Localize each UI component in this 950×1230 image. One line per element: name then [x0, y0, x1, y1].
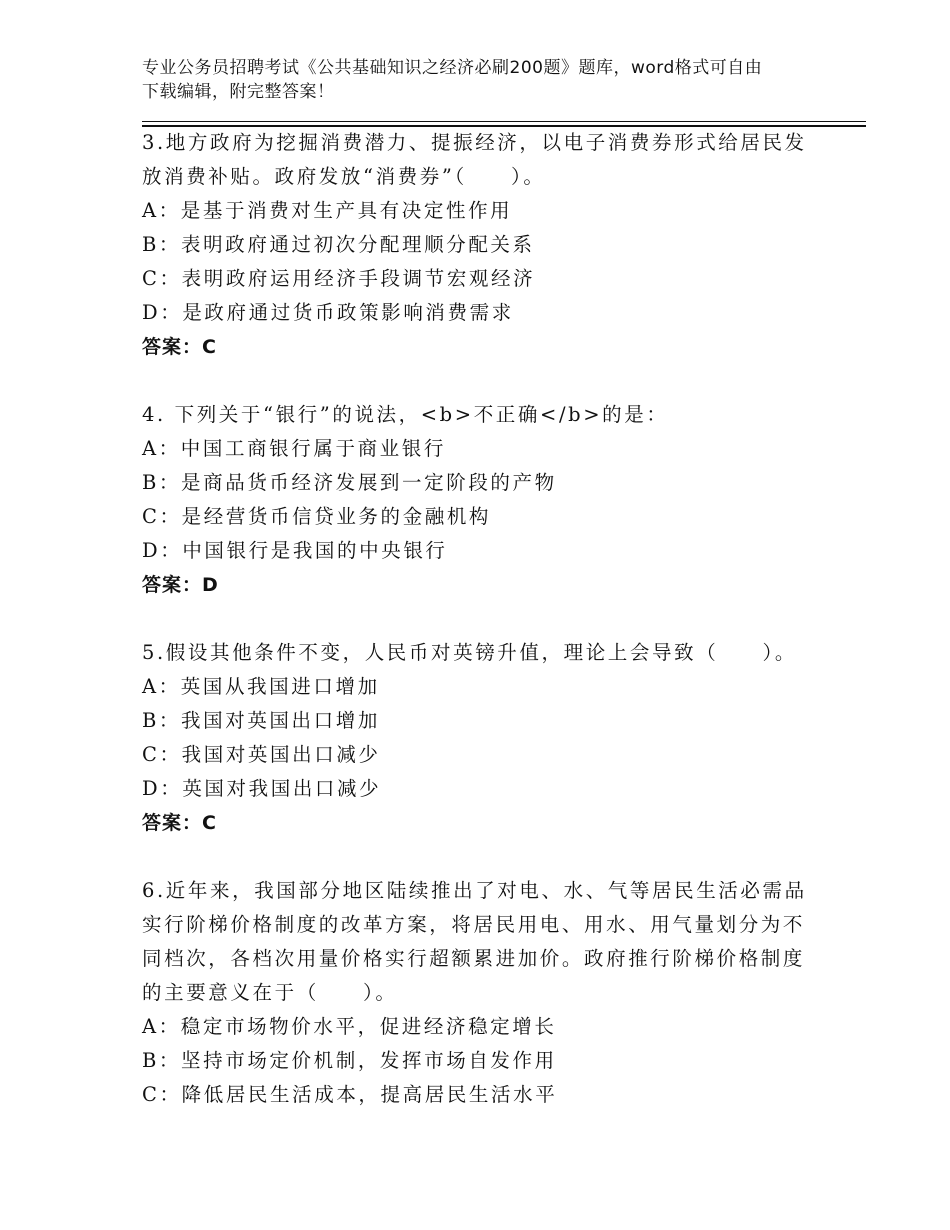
option-a: A：英国从我国进口增加 [142, 675, 380, 698]
option-a: A：稳定市场物价水平，促进经济稳定增长 [142, 1015, 557, 1038]
answer-label: 答案：D [142, 574, 219, 596]
answer-label: 答案：C [142, 812, 217, 834]
option-d: D：是政府通过货币政策影响消费需求 [142, 301, 514, 324]
question-stem-line: 的主要意义在于（ ）。 [142, 981, 398, 1004]
option-a: A：中国工商银行属于商业银行 [142, 437, 446, 460]
question-4 [142, 398, 822, 602]
option-d: D：中国银行是我国的中央银行 [142, 539, 448, 562]
option-b: B：是商品货币经济发展到一定阶段的产物 [142, 471, 557, 494]
option-c: C：我国对英国出口减少 [142, 743, 381, 766]
question-stem-line: 5.假设其他条件不变，人民币对英镑升值，理论上会导致（ ）。 [142, 641, 797, 664]
question-list [142, 126, 822, 1146]
question-stem-line: 4. 下列关于“银行”的说法，<b>不正确</b>的是： [142, 403, 669, 426]
option-b: B：表明政府通过初次分配理顺分配关系 [142, 233, 535, 256]
header-line-1: 专业公务员招聘考试《公共基础知识之经济必刷200题》题库，word格式可自由 [142, 58, 763, 78]
question-stem-line: 实行阶梯价格制度的改革方案，将居民用电、用水、用气量划分为不 [142, 913, 806, 936]
question-6 [142, 874, 822, 1112]
question-stem-line: 同档次，各档次用量价格实行超额累进加价。政府推行阶梯价格制度 [142, 947, 806, 970]
question-5 [142, 636, 822, 840]
question-stem-line: 3.地方政府为挖掘消费潜力、提振经济，以电子消费券形式给居民发 [142, 131, 807, 154]
document-header [142, 56, 822, 104]
option-c: C：是经营货币信贷业务的金融机构 [142, 505, 492, 528]
option-c: C：表明政府运用经济手段调节宏观经济 [142, 267, 536, 290]
question-stem-line: 6.近年来，我国部分地区陆续推出了对电、水、气等居民生活必需品 [142, 879, 807, 902]
header-line-2: 下载编辑，附完整答案！ [142, 82, 335, 102]
option-d: D：英国对我国出口减少 [142, 777, 382, 800]
header-divider-thin [142, 121, 866, 122]
option-a: A：是基于消费对生产具有决定性作用 [142, 199, 513, 222]
question-3 [142, 126, 822, 364]
option-b: B：坚持市场定价机制，发挥市场自发作用 [142, 1049, 557, 1072]
question-stem-line: 放消费补贴。政府发放“消费券”（ ）。 [142, 165, 546, 188]
option-b: B：我国对英国出口增加 [142, 709, 380, 732]
answer-label: 答案：C [142, 336, 217, 358]
option-c: C：降低居民生活成本，提高居民生活水平 [142, 1083, 558, 1106]
